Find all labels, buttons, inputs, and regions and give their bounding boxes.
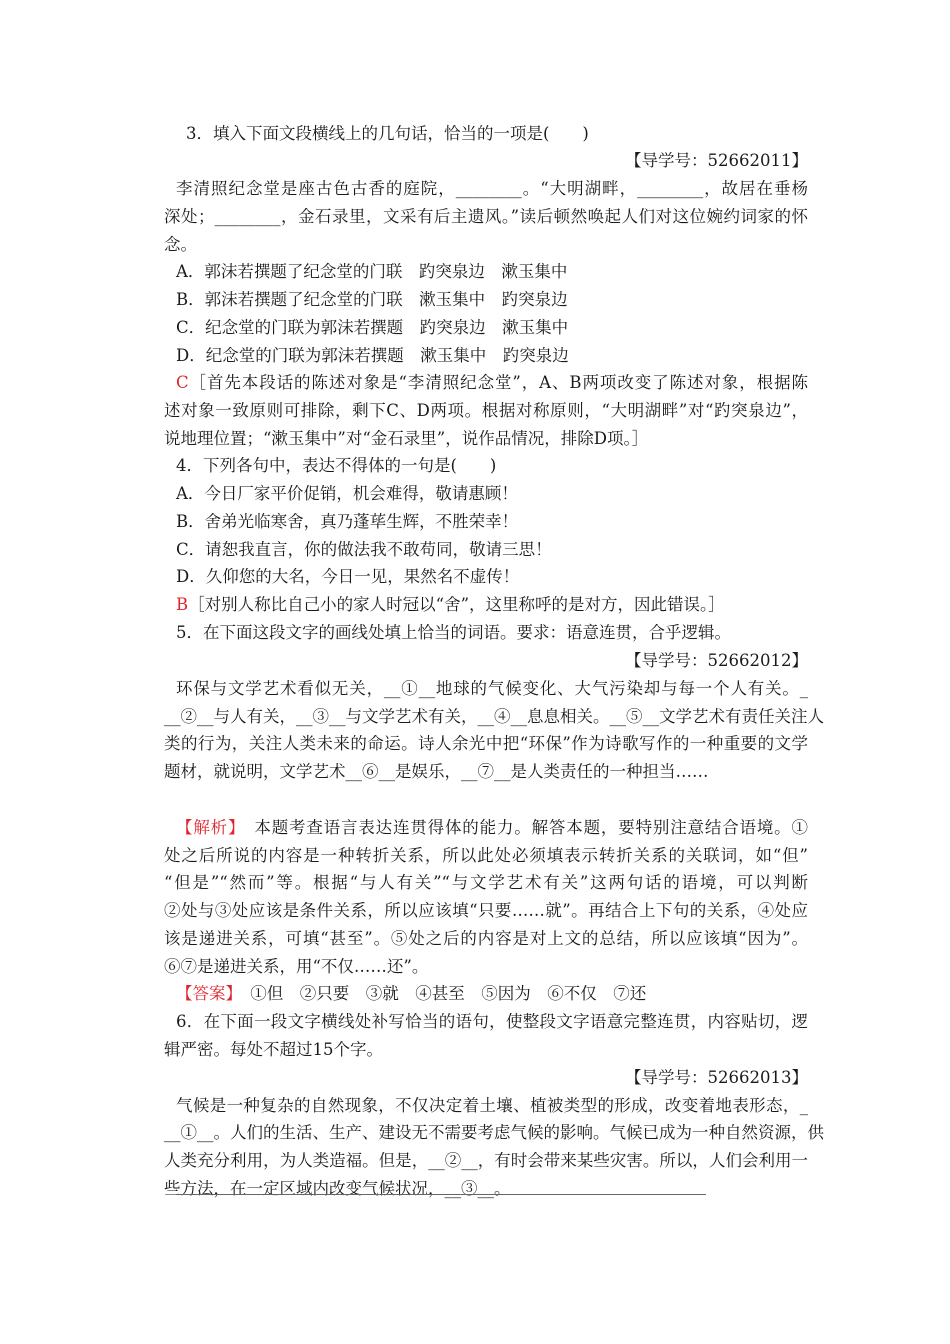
q4-answer-letter: B [176, 595, 189, 614]
q5-analysis-line: 处之后所说的内容是一种转折关系，所以此处必须填表示转折关系的关联词，如“但” [164, 846, 808, 865]
q5-analysis-line: “但是”“然而”等。根据“与人有关”“与文学艺术有关”这两句话的语境，可以判断 [164, 873, 808, 892]
q3-explanation [176, 373, 808, 393]
q5-passage-line: 环保与文学艺术看似无关，__①__地球的气候变化、大气污染却与每一个人有关。_ [176, 679, 808, 698]
q5-analysis-line: 该是递进关系，可填“甚至”。⑤处之后的内容是对上文的总结，所以应该填“因为”。 [164, 929, 808, 948]
q5-analysis-line: ②处与③处应该是条件关系，所以应该填“只要……就”。再结合上下句的关系，④处应 [164, 901, 808, 920]
q3-explanation-line: 说地理位置；“漱玉集中”对“金石录里”，说作品情况，排除D项。］ [164, 429, 649, 448]
q5-guide-code: 【导学号：52662012】 [625, 651, 808, 670]
q5-analysis [176, 818, 808, 838]
q5-passage-line: 题材，就说明，文学艺术__⑥__是娱乐，__⑦__是人类责任的一种担当…… [164, 762, 709, 781]
q4-stem: 4．下列各句中，表达不得体的一句是( ) [176, 456, 497, 475]
q4-explanation [176, 595, 808, 615]
q3-stem: 3．填入下面文段横线上的几句话，恰当的一项是( ) [186, 124, 589, 143]
q3-option-a: A．郭沫若撰题了纪念堂的门联 趵突泉边 漱玉集中 [176, 262, 568, 281]
q6-stem-line: 6．在下面一段文字横线处补写恰当的语句，使整段文字语意完整连贯，内容贴切，逻 [176, 1012, 808, 1031]
q3-option-b: B．郭沫若撰题了纪念堂的门联 漱玉集中 趵突泉边 [176, 290, 568, 309]
q3-explanation-text: ［首先本段话的陈述对象是“李清照纪念堂”，A、B两项改变了陈述对象，根据陈 [188, 373, 808, 392]
q6-stem-line: 辑严密。每处不超过15个字。 [164, 1040, 383, 1059]
q3-guide-code: 【导学号：52662011】 [625, 151, 808, 170]
q4-explanation-text: ［对别人称比自己小的家人时冠以“舍”，这里称呼的是对方，因此错误。］ [188, 595, 725, 614]
q6-passage-line: 气候是一种复杂的自然现象，不仅决定着土壤、植被类型的形成，改变着地表形态，_ [176, 1096, 808, 1115]
q3-passage-line: 深处；________，金石录里，文采有后主遗风。”读后顿然唤起人们对这位婉约词家的怀 [164, 207, 808, 226]
q6-passage-line: 些方法，在一定区域内改变气候状况，__③__。 [164, 1179, 511, 1198]
q4-option-b: B．舍弟光临寒舍，真乃蓬荜生辉，不胜荣幸！ [176, 512, 519, 531]
q5-passage-line: 类的行为，关注人类未来的命运。诗人余光中把“环保”作为诗歌写作的一种重要的文学 [164, 734, 808, 753]
q5-stem: 5．在下面这段文字的画线处填上恰当的词语。要求：语意连贯，合乎逻辑。 [176, 623, 731, 642]
answer-line-divider [176, 1194, 706, 1195]
q3-passage-line: 李清照纪念堂是座古色古香的庭院，________。“大明湖畔，________，故居在垂杨 [176, 179, 808, 198]
q5-answer [176, 984, 808, 1004]
q5-analysis-line: ⑥⑦是递进关系，用“不仅……还”。 [164, 957, 429, 976]
q3-passage-line: 念。 [164, 235, 197, 254]
q4-option-c: C．请恕我直言，你的做法我不敢苟同，敬请三思！ [176, 540, 552, 559]
q5-answer-tag: 【答案】 [176, 984, 234, 1003]
q6-guide-code: 【导学号：52662013】 [625, 1068, 808, 1087]
q3-explanation-line: 述对象一致原则可排除，剩下C、D两项。根据对称原则，“大明湖畔”对“趵突泉边”， [164, 401, 808, 420]
q5-analysis-tag: 【解析】 [176, 818, 238, 837]
q6-passage-line: 人类充分利用，为人类造福。但是，__②__，有时会带来某些灾害。所以，人们会利用一 [164, 1151, 808, 1170]
q4-option-a: A．今日厂家平价促销，机会难得，敬请惠顾！ [176, 484, 518, 503]
q5-analysis-text: 本题考查语言表达连贯得体的能力。解答本题，要特别注意结合语境。① [237, 818, 809, 837]
q5-answer-text: ①但 ②只要 ③就 ④甚至 ⑤因为 ⑥不仅 ⑦还 [233, 984, 647, 1003]
q5-passage-line: __②__与人有关，__③__与文学艺术有关，__④__息息相关。__⑤__文学艺术有责任关注人 [164, 707, 824, 726]
q3-option-d: D．纪念堂的门联为郭沫若撰题 漱玉集中 趵突泉边 [176, 346, 569, 365]
q3-answer-letter: C [176, 373, 189, 392]
q3-option-c: C．纪念堂的门联为郭沫若撰题 趵突泉边 漱玉集中 [176, 318, 569, 337]
q6-passage-line: __①__。人们的生活、生产、建设无不需要考虑气候的影响。气候已成为一种自然资源，供 [164, 1123, 824, 1142]
q4-option-d: D．久仰您的大名，今日一见，果然名不虚传！ [176, 567, 520, 586]
